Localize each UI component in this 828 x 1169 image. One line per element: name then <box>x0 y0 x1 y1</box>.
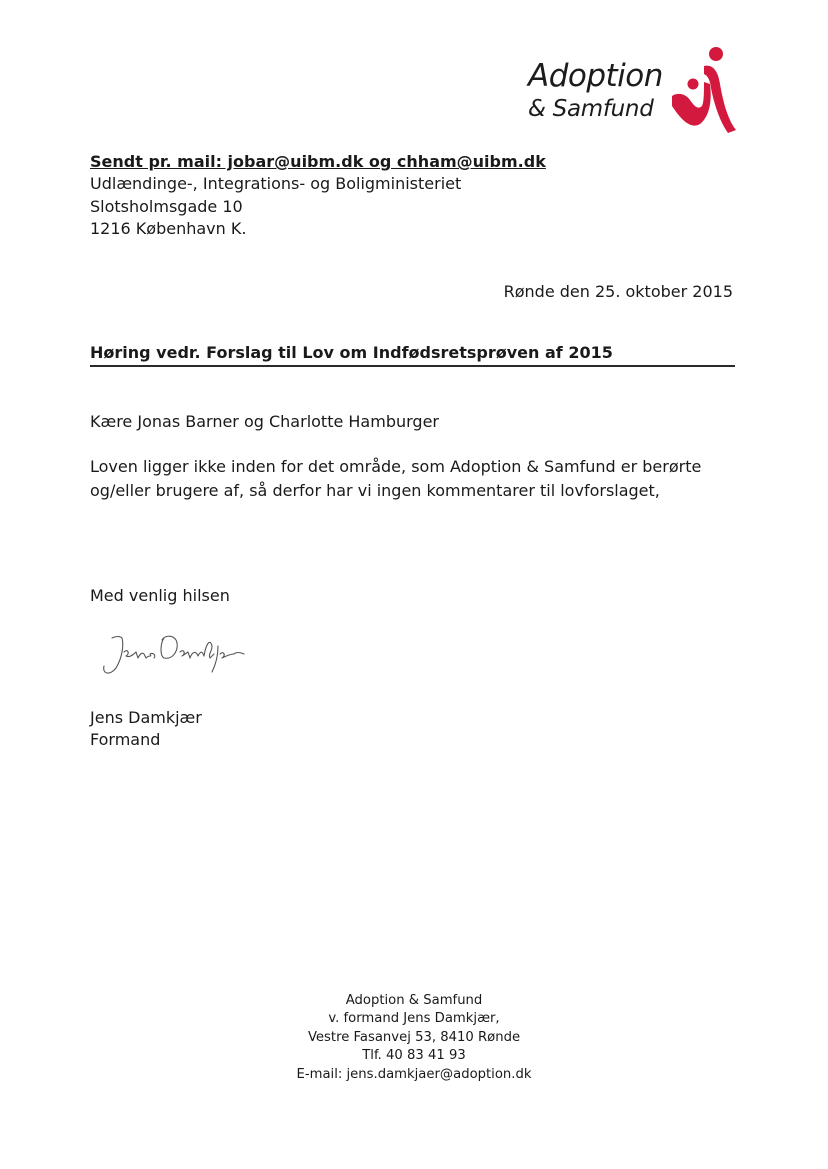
body-line: og/eller brugere af, så derfor har vi ingen kommentarer til lovforslaget, <box>90 481 660 500</box>
letter-subject: Høring vedr. Forslag til Lov om Indfødsretsprøven af 2015 <box>90 343 613 362</box>
letter-footer <box>0 992 828 1084</box>
organization-logo <box>528 44 748 140</box>
body-paragraph <box>90 455 740 503</box>
signer-title: Formand <box>90 730 161 749</box>
recipient-line: Udlændinge-, Integrations- og Boligministeriet <box>90 174 462 193</box>
sent-by-email-line: Sendt pr. mail: jobar@uibm.dk og chham@uibm.dk <box>90 152 546 171</box>
footer-line: Tlf. 40 83 41 93 <box>362 1048 466 1064</box>
footer-line: Adoption & Samfund <box>345 993 483 1008</box>
closing-phrase: Med venlig hilsen <box>90 586 230 605</box>
recipient-line: 1216 København K. <box>90 219 247 238</box>
signer-block <box>90 707 202 751</box>
logo-name-line2: & Samfund <box>528 96 654 122</box>
body-line: Loven ligger ikke inden for det område, som Adoption & Samfund er berørte <box>90 457 702 476</box>
salutation: Kære Jonas Barner og Charlotte Hamburger <box>90 412 439 431</box>
logo-wordmark <box>528 58 663 124</box>
handwritten-signature <box>94 624 264 684</box>
recipient-address <box>90 173 461 241</box>
signer-name: Jens Damkjær <box>90 708 202 727</box>
recipient-line: Slotsholmsgade 10 <box>90 196 243 216</box>
footer-email: E-mail: jens.damkjaer@adoption.dk <box>296 1066 532 1082</box>
logo-name-line1: Adoption <box>528 58 663 94</box>
footer-line: Vestre Fasanvej 53, 8410 Rønde <box>307 1029 521 1045</box>
footer-line: v. formand Jens Damkjær, <box>328 1011 500 1027</box>
subject-divider <box>90 365 735 367</box>
letter-date: Rønde den 25. oktober 2015 <box>503 282 733 301</box>
adoption-figures-icon <box>666 44 740 136</box>
